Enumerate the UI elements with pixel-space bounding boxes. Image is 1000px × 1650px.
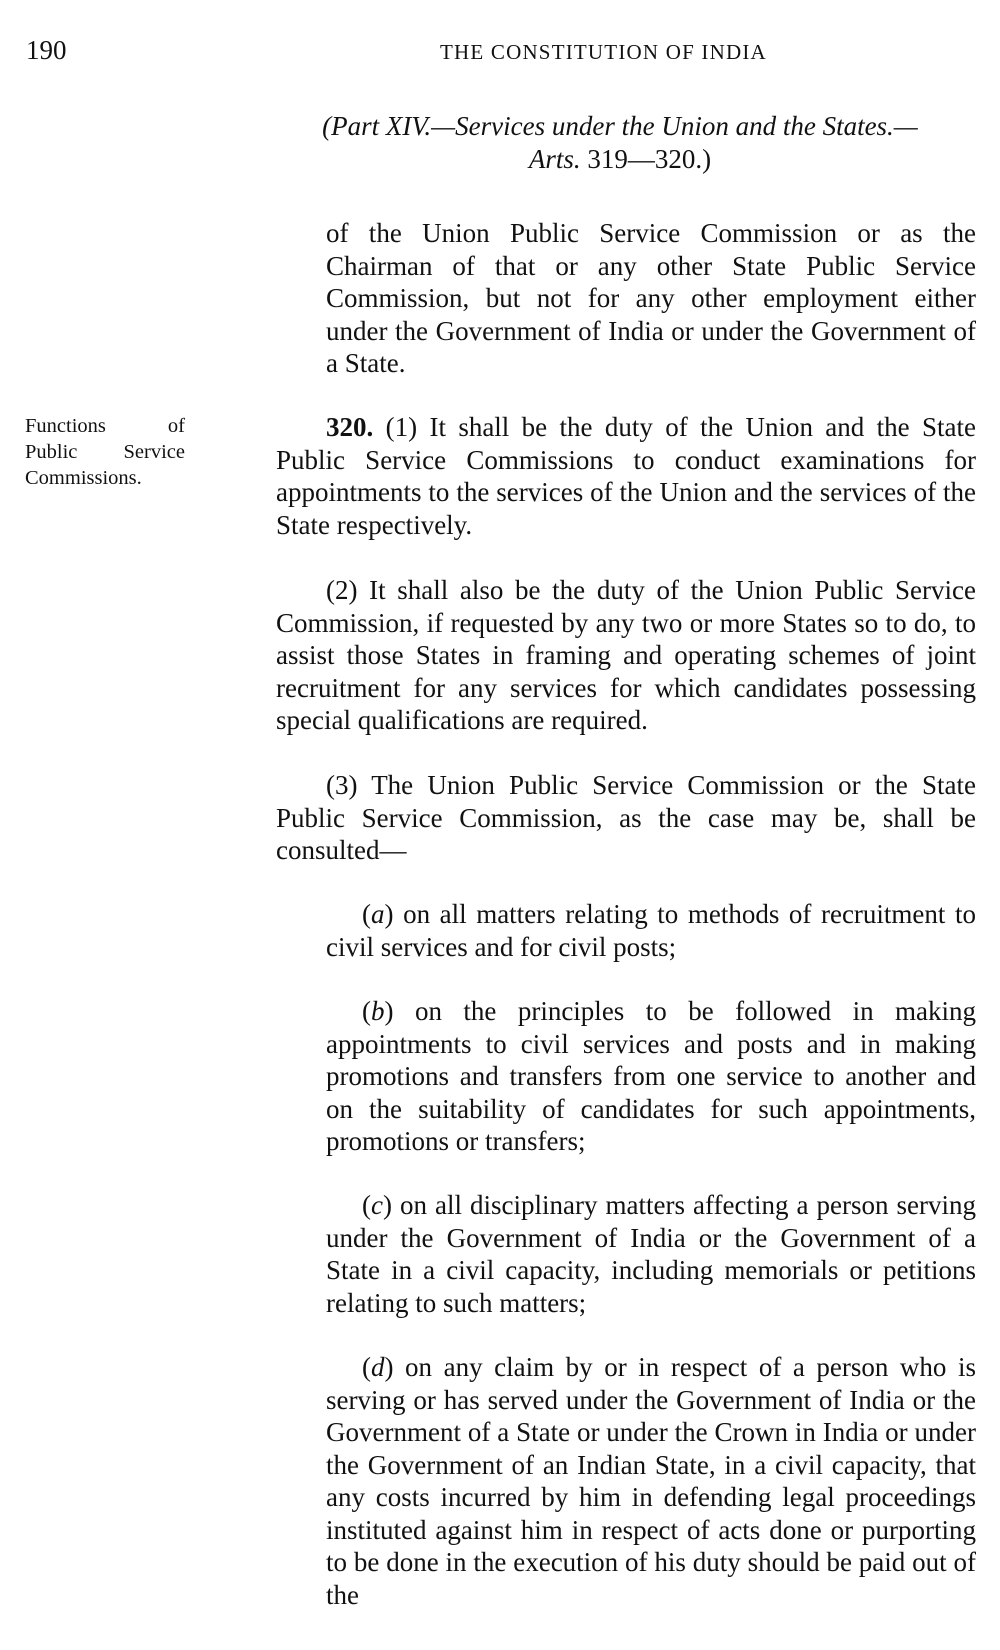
sub-clause-text: on any claim by or in respect of a person who is serving or has served under the Government of India or the Government of a State or under the Crown in India or under the Government of an Indian State, in a civil capacity, that any costs incurred by him in defending legal proceedings instituted against him in respect of acts done or purporting to be done in the execution of his duty should be paid out of the [326, 1352, 976, 1610]
article-320-clause-1 [276, 411, 976, 541]
article-number: 320. [326, 412, 374, 442]
sub-clause-text: on all matters relating to methods of recruitment to civil services and for civil posts; [326, 899, 976, 962]
sub-clause-letter: a [371, 899, 385, 929]
sub-clause-d: (d) on any claim by or in respect of a person who is serving or has served under the Government of India or the Government of a State or under the Crown in India or under the Government of an Indian State, in a civil capacity, that any costs incurred by him in defending legal proceedings instituted against him in respect of acts done or purporting to be done in the execution of his duty should be paid out of the [326, 1352, 976, 1610]
sub-clause-letter: d [371, 1352, 385, 1382]
sub-clause-text: on all disciplinary matters affecting a person serving under the Government of India or the Government of a State in a civil capacity, including memorials or petitions relating to such matters; [326, 1190, 976, 1318]
sub-clause-c: (c) on all disciplinary matters affecting a person serving under the Government of India or the Government of a State in a civil capacity, including memorials or petitions relating to such matters; [326, 1190, 976, 1318]
sub-clause-a: (a) on all matters relating to methods of recruitment to civil services and for civil posts; [326, 899, 976, 962]
articles-range: 319—320.) [580, 144, 712, 174]
part-heading-line1: (Part XIV.—Services under the Union and the States.— [322, 111, 918, 141]
article-320-clause-2: (2) It shall also be the duty of the Union Public Service Commission, if requested by any two or more States so to do, to assist those States in framing and operating schemes of joint recruitment for any services for which candidates possessing special qualifications are required. [276, 575, 976, 735]
sub-clause-text: on the principles to be followed in making appointments to civil services and posts and in making promotions and transfers from one service to another and on the suitability of candidates for such appointments, promotions or transfers; [326, 996, 976, 1156]
sub-clause-letter: b [371, 996, 385, 1026]
clause-1-text: (1) It shall be the duty of the Union and the State Public Service Commissions to conduct examinations for appointments to the services of the Union and the services of the State respectively. [276, 412, 976, 540]
articles-label: Arts. [528, 144, 581, 174]
article-320-clause-3: (3) The Union Public Service Commission or the State Public Service Commission, as the case may be, shall be consulted— [276, 770, 976, 865]
running-head: THE CONSTITUTION OF INDIA [440, 40, 767, 64]
part-heading-line2 [300, 143, 940, 176]
part-heading [300, 110, 940, 176]
sub-clause-letter: c [371, 1190, 383, 1220]
marginal-note: Functions of Public Service Commissions. [25, 415, 185, 489]
page-number: 190 [26, 35, 67, 65]
continued-paragraph: of the Union Public Service Commission or as the Chairman of that or any other State Public Service Commission, but not for any other employment either under the Government of India or under the Government of a State. [326, 218, 976, 378]
sub-clause-b: (b) on the principles to be followed in making appointments to civil services and posts and in making promotions and transfers from one service to another and on the suitability of candidates for such appointments, promotions or transfers; [326, 996, 976, 1156]
